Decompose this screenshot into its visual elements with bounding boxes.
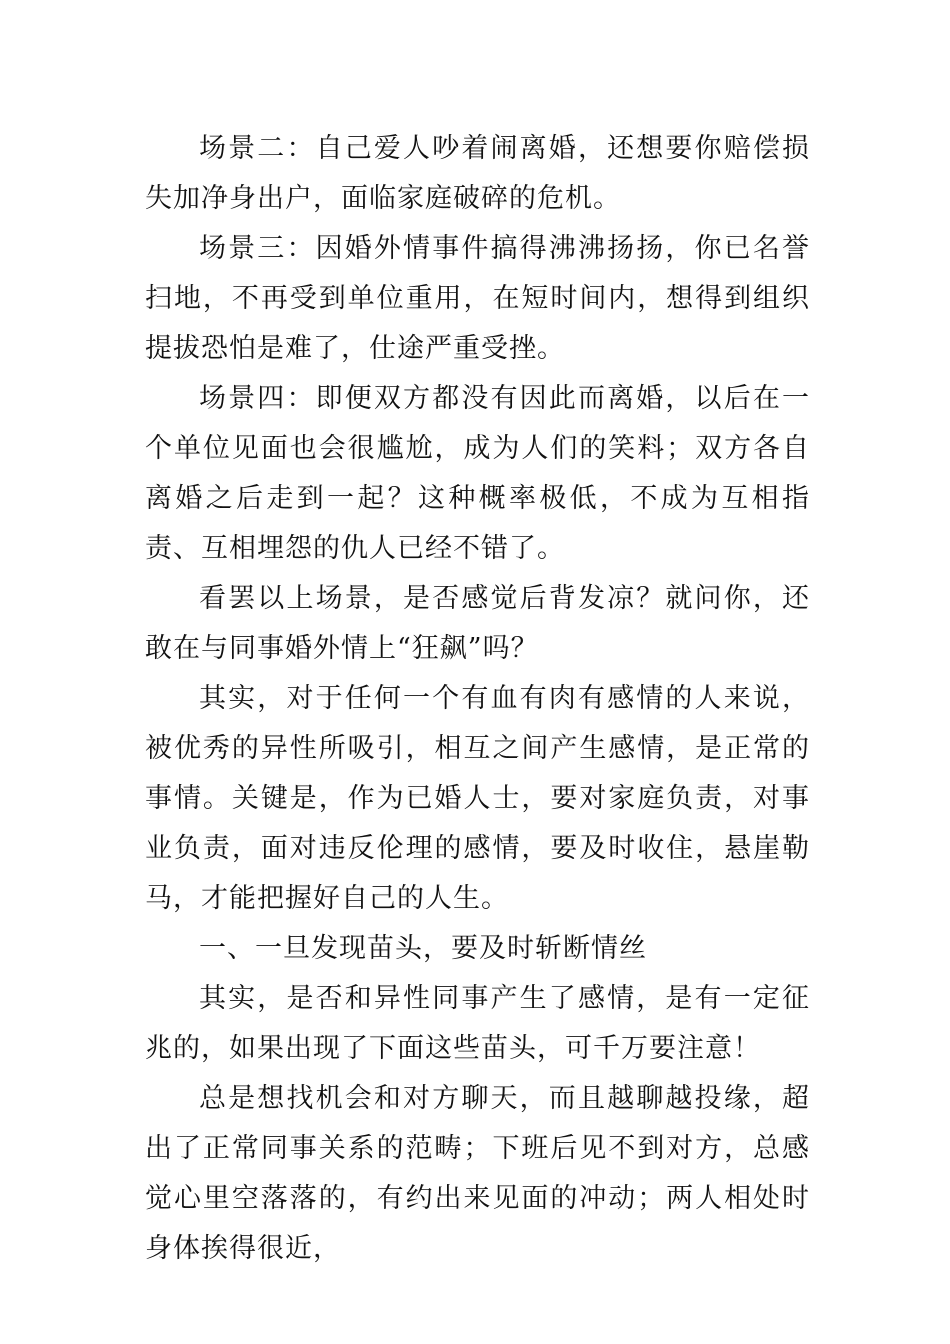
section-heading: 一、一旦发现苗头，要及时斩断情丝 <box>199 933 647 964</box>
paragraph-signs: 其实，是否和异性同事产生了感情，是有一定征兆的，如果出现了下面这些苗头，可千万要注意！ <box>145 983 810 1064</box>
paragraph-scene-four: 场景四：即便双方都没有因此而离婚，以后在一个单位见面也会很尴尬，成为人们的笑料；双方各自离婚之后走到一起？这种概率极低，不成为互相指责、互相埋怨的仇人已经不错了。 <box>145 383 810 564</box>
paragraph-scene-two: 场景二：自己爱人吵着闹离婚，还想要你赔偿损失加净身出户，面临家庭破碎的危机。 <box>145 133 810 214</box>
body-text <box>145 124 810 1274</box>
paragraph-reflection: 看罢以上场景，是否感觉后背发凉？就问你，还敢在与同事婚外情上“狂飙”吗？ <box>145 583 810 664</box>
paragraph-advice: 其实，对于任何一个有血有肉有感情的人来说，被优秀的异性所吸引，相互之间产生感情，是正常的事情。关键是，作为已婚人士，要对家庭负责，对事业负责，面对违反伦理的感情，要及时收住，悬崖勒马，才能把握好自己的人生。 <box>145 683 810 914</box>
paragraph-scene-three: 场景三：因婚外情事件搞得沸沸扬扬，你已名誉扫地，不再受到单位重用，在短时间内，想得到组织提拔恐怕是难了，仕途严重受挫。 <box>145 233 810 364</box>
paragraph-sign-details: 总是想找机会和对方聊天，而且越聊越投缘，超出了正常同事关系的范畴；下班后见不到对方，总感觉心里空落落的，有约出来见面的冲动；两人相处时身体挨得很近， <box>145 1083 810 1264</box>
